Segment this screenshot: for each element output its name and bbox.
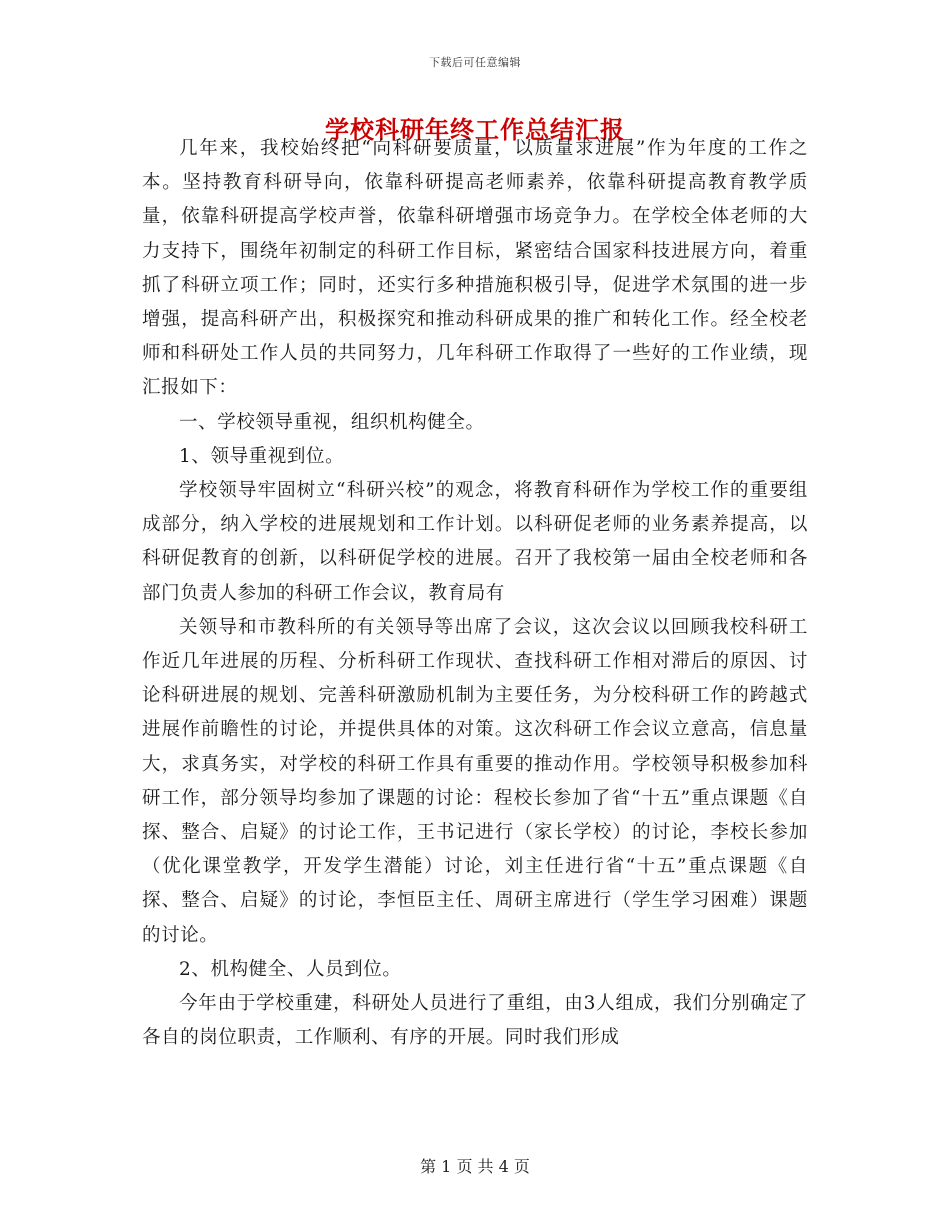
page-footer: 第 1 页 共 4 页 [420,1157,530,1176]
subsection-heading-2: 2、机构健全、人员到位。 [179,958,402,980]
paragraph-organization: 今年由于学校重建，科研处人员进行了重组，由3人组成，我们分别确定了各自的岗位职责，工作顺利、有序的开展。同时我们形成 [142,993,808,1049]
paragraph-leadership: 学校领导牢固树立“科研兴校”的观念，将教育科研作为学校工作的重要组成部分，纳入学校的进展规划和工作计划。以科研促老师的业务素养提高，以科研促教育的创新，以科研促学校的进展。召开了我校第一届由全校老师和各部门负责人参加的科研工作会议，教育局有 [142,480,808,604]
document-title: 学校科研年终工作总结汇报 [325,115,625,144]
section-heading-1: 一、学校领导重视，组织机构健全。 [179,411,485,433]
document-body [142,132,808,1055]
paragraph-meeting: 关领导和市教科所的有关领导等出席了会议，这次会议以回顾我校科研工作近几年进展的历程、分析科研工作现状、查找科研工作相对滞后的原因、讨论科研进展的规划、完善科研激励机制为主要任务，为分校科研工作的跨越式进展作前瞻性的讨论，并提供具体的对策。这次科研工作会议立意高，信息量大，求真务实，对学校的科研工作具有重要的推动作用。学校领导积极参加科研工作，部分领导均参加了课题的讨论：程校长参加了省“十五”重点课题《自探、整合、启疑》的讨论工作，王书记进行（家长学校）的讨论，李校长参加（优化课堂教学，开发学生潜能）讨论，刘主任进行省“十五”重点课题《自探、整合、启疑》的讨论，李恒臣主任、周研主席进行（学生学习困难）课题的讨论。 [142,616,808,946]
paragraph-intro: 几年来，我校始终把“向科研要质量，以质量求进展”作为年度的工作之本。坚持教育科研导向，依靠科研提高老师素养，依靠科研提高教育教学质量，依靠科研提高学校声誉，依靠科研增强市场竞争力。在学校全体老师的大力支持下，围绕年初制定的科研工作目标，紧密结合国家科技进展方向，着重抓了科研立项工作；同时，还实行多种措施积极引导，促进学术氛围的进一步增强，提高科研产出，积极探究和推动科研成果的推广和转化工作。经全校老师和科研处工作人员的共同努力，几年科研工作取得了一些好的工作业绩，现汇报如下： [142,138,808,399]
page-header-note: 下载后可任意编辑 [429,56,521,69]
subsection-heading-1: 1、领导重视到位。 [179,445,345,467]
